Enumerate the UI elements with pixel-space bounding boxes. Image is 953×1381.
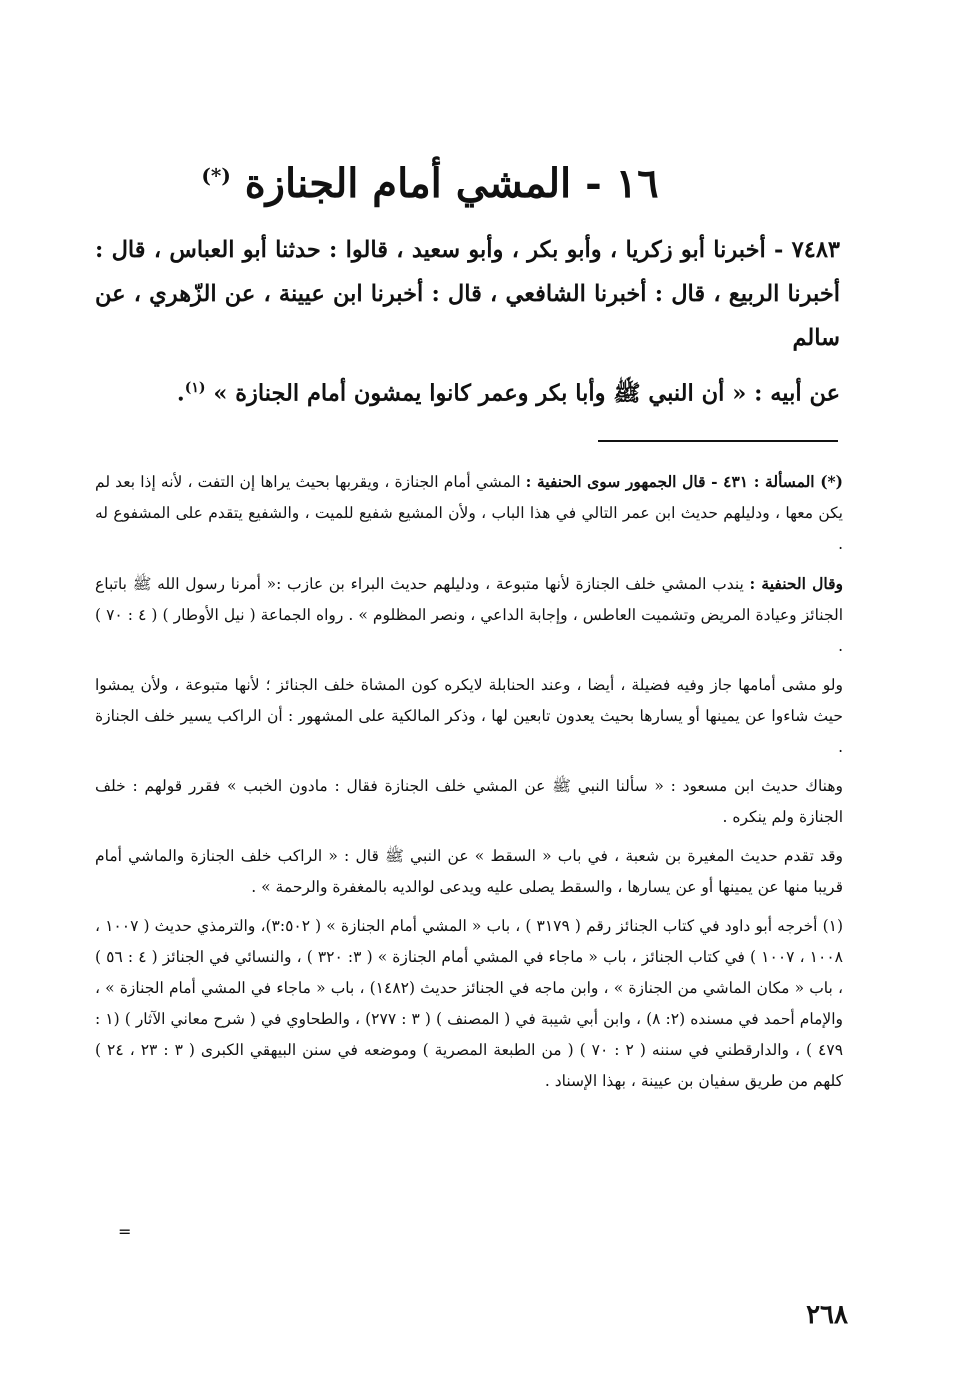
hadith-matn-line (95, 366, 840, 416)
hadith-body (95, 228, 840, 416)
continuation-mark: = (118, 1222, 132, 1241)
note-issue-lead: (*) المسألة : ٤٣١ - قال الجمهور سوى الحنفية : (525, 472, 843, 491)
note-issue-431 (95, 466, 843, 560)
heading-text: ١٦ - المشي أمام الجنازة (244, 160, 659, 207)
hadith-matn: عن أبيه : « أن النبي ﷺ وأبا بكر وعمر كانوا يمشون أمام الجنازة » (213, 380, 840, 407)
note-hanafi-lead: وقال الحنفية : (749, 574, 844, 593)
hadith-end-mark: . (176, 380, 185, 407)
note-hanbali-maliki: ولو مشى أمامها جاز وفيه فضيلة ، أيضا ، وعند الحنابلة لايكره كون المشاة خلف الجنائز ؛ لأنها متبوعة ، ولأن يمشوا حيث شاءوا عن يمينها أو يسارها بحيث يعدون تابعين لها ، وذكر المالكية على المشهور : أن الراكب يسير خلف الجنازة . (95, 676, 843, 756)
note-mughira: وقد تقدم حديث المغيرة بن شعبة ، في باب « السقط » عن النبي ﷺ قال : « الراكب خلف الجنازة والماشي أمام قريبا منها عن يمينها أو عن يسارها ، والسقط يصلى عليه ويدعى لوالديه بالمغفرة والرحمة » . (95, 847, 843, 896)
note-hanafi (95, 568, 843, 662)
footnote-1-takhrij: (١) أخرجه أبو داود في كتاب الجنائز رقم ( ٣١٧٩ ) ، باب « المشي أمام الجنازة » ( ٣:٥٠٢)، والترمذي حديث ( ١٠٠٧ ، ١٠٠٨ ، ١٠٠٧ ) في كتاب الجنائز ، باب « ماجاء في المشي أمام الجنازة » ( ٣: ٣٢٠ ) ، والنسائي في الجنائز ( ٤ : ٥٦ ) ، باب « مكان الماشي من الجنازة » ، وابن ماجه في الجنائز حديث (١٤٨٢) ، باب « ماجاء في المشي أمام الجنازة » ، والإمام أحمد في مسنده (٢: ٨) ، وابن أبي شيبة في ( المصنف ) ( ٣ : ٢٧٧) ، والطحاوي في ( شرح معاني الآثار ) (١ : ٤٧٩ ) ، والدارقطني في سننه ( ٢ : ٧٠ ) ( من الطبعة المصرية ) وموضعه في سنن البيهقي الكبرى ( ٣ : ٢٣ ، ٢٤ ) كلهم من طريق سفيان بن عيينة ، بهذا الإسناد . (95, 917, 844, 1090)
page-number: ٢٦٨ (806, 1300, 848, 1330)
footnote-separator (598, 440, 838, 442)
note-hanafi-text: يندب المشي خلف الجنازة لأنها متبوعة ، ودليلهم حديث البراء بن عازب :« أمرنا رسول الله ﷺ باتباع الجنائز وعيادة المريض وتشميت العاطس ، وإجابة الداعي ، ونصر المظلوم » . رواه الجماعة ( نيل الأوطار ) ( ٤ : ٧٠ ) . (95, 575, 844, 655)
note-ibn-masud: وهناك حديث ابن مسعود : « سألنا النبي ﷺ عن المشي خلف الجنازة فقال : مادون الخبب » فقرر قولهم : خلف الجنازة ولم ينكره . (95, 777, 843, 826)
footnote-reference: (١) (184, 380, 206, 396)
footnotes (95, 466, 843, 1105)
chapter-heading (150, 160, 710, 207)
hadith-isnad: ٧٤٨٣ - أخبرنا أبو زكريا ، وأبو بكر ، وأبو سعيد ، قالوا : حدثنا أبو العباس ، قال : أخبرنا الربيع ، قال : أخبرنا الشافعي ، قال : أخبرنا ابن عيينة ، عن الزّهري ، عن سالم (95, 237, 840, 351)
note-issue-text: المشي أمام الجنازة ، ويقربها بحيث يراها إن التفت ، لأنه إذا بعد لم يكن معها ، ودليلهم حديث ابن عمر التالي في هذا الباب ، ولأن المشيع شفيع للميت ، والشفيع يتقدم على المشفوع له . (95, 473, 843, 553)
heading-note-marker: (*) (201, 163, 231, 188)
